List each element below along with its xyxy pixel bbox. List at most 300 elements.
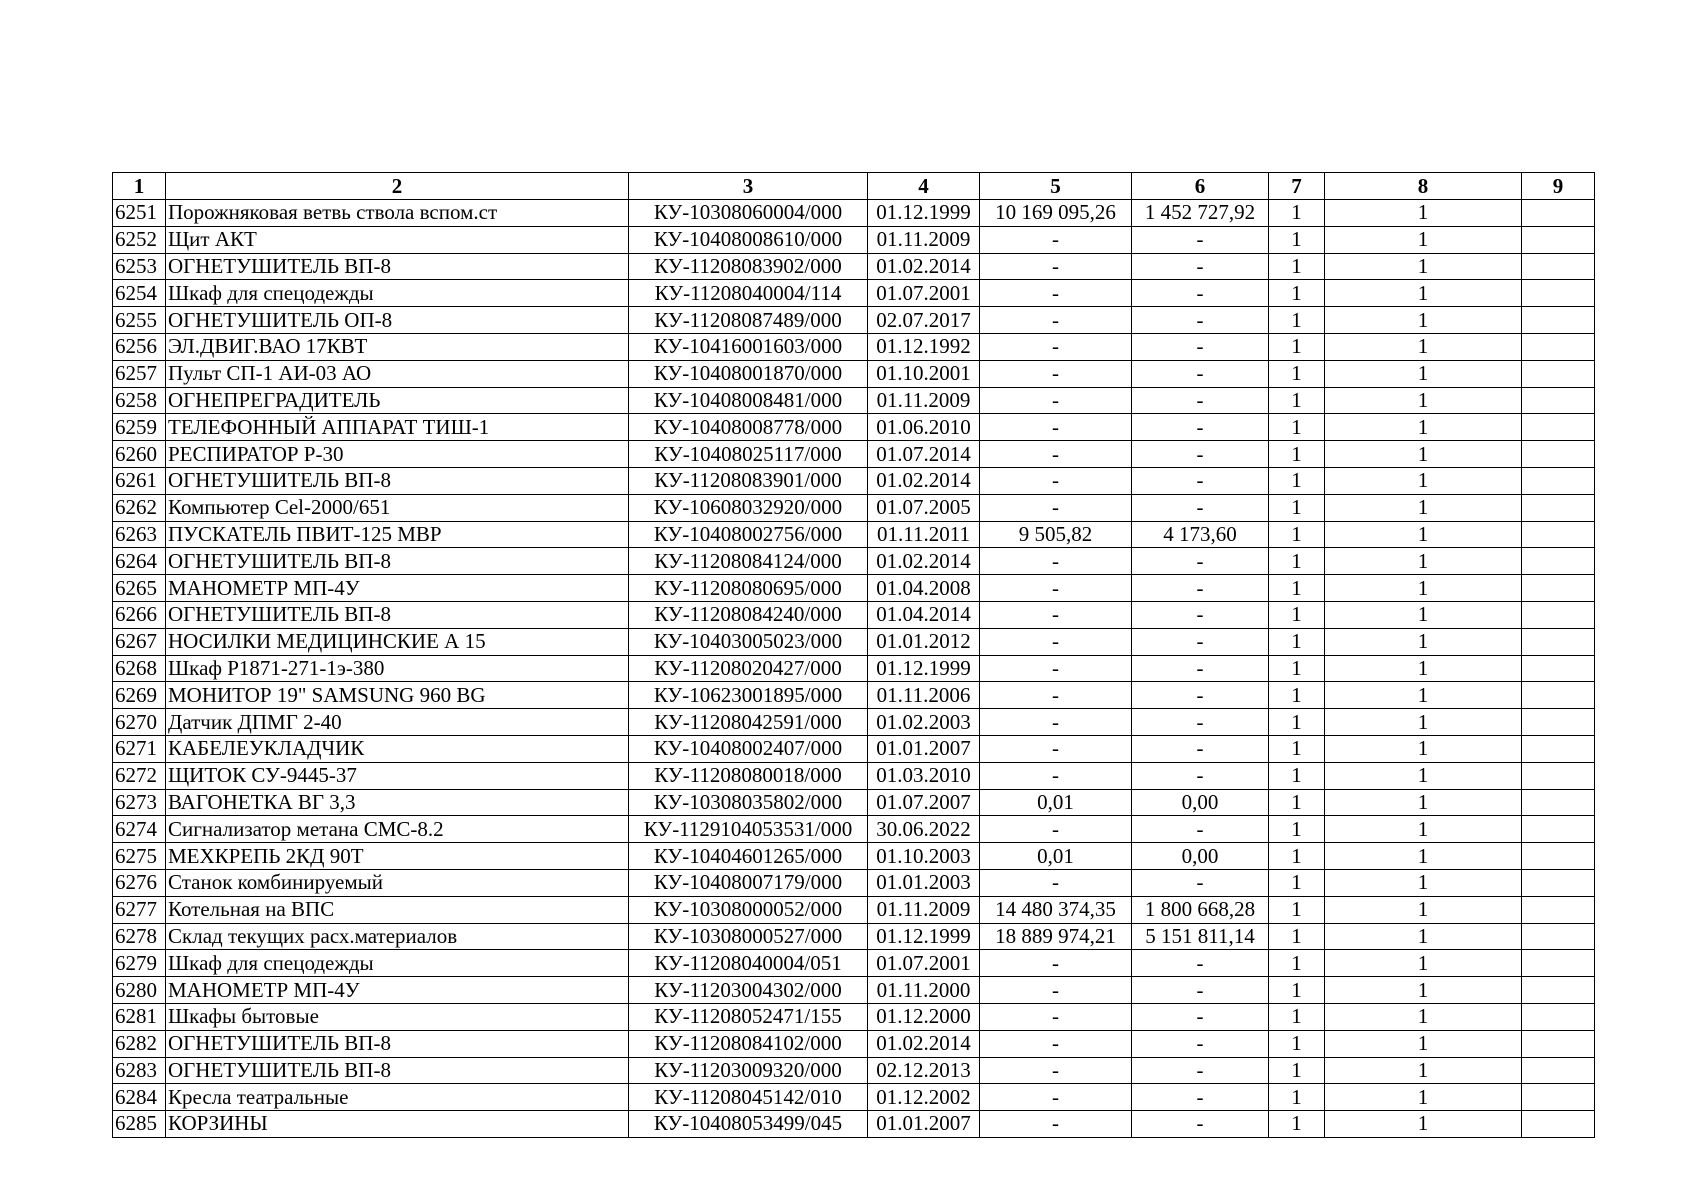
inventory-code-cell: КУ-10403005023/000: [629, 628, 868, 655]
table-row: [113, 360, 1595, 387]
value-col-5-cell: -: [980, 548, 1132, 575]
value-col-8-cell: 1: [1325, 494, 1522, 521]
value-col-7-cell: 1: [1269, 869, 1325, 896]
value-col-5-cell: -: [980, 950, 1132, 977]
table-row: [113, 226, 1595, 253]
date-cell: 01.11.2009: [868, 387, 980, 414]
date-cell: 01.07.2014: [868, 441, 980, 468]
value-col-8-cell: 1: [1325, 816, 1522, 843]
header-col-6: 6: [1132, 173, 1269, 200]
value-col-8-cell: 1: [1325, 360, 1522, 387]
value-col-8-cell: 1: [1325, 1030, 1522, 1057]
value-col-6-cell: -: [1132, 1111, 1269, 1138]
value-col-7-cell: 1: [1269, 548, 1325, 575]
table-row: [113, 977, 1595, 1004]
table-row: [113, 307, 1595, 334]
value-col-7-cell: 1: [1269, 441, 1325, 468]
table-row: [113, 1084, 1595, 1111]
inventory-code-cell: КУ-11208042591/000: [629, 709, 868, 736]
value-col-8-cell: 1: [1325, 977, 1522, 1004]
table-row: [113, 200, 1595, 227]
item-name-cell: ОГНЕТУШИТЕЛЬ ВП-8: [166, 1030, 629, 1057]
row-number-cell: 6274: [113, 816, 166, 843]
inventory-code-cell: КУ-10308060004/000: [629, 200, 868, 227]
value-col-9-cell: [1522, 1057, 1595, 1084]
value-col-6-cell: 5 151 811,14: [1132, 923, 1269, 950]
date-cell: 01.02.2014: [868, 467, 980, 494]
inventory-code-cell: КУ-10404601265/000: [629, 843, 868, 870]
value-col-8-cell: 1: [1325, 1057, 1522, 1084]
item-name-cell: ТЕЛЕФОННЫЙ АППАРАТ ТИШ-1: [166, 414, 629, 441]
value-col-9-cell: [1522, 843, 1595, 870]
value-col-8-cell: 1: [1325, 735, 1522, 762]
table-row: [113, 709, 1595, 736]
date-cell: 01.01.2007: [868, 735, 980, 762]
value-col-7-cell: 1: [1269, 682, 1325, 709]
header-col-2: 2: [166, 173, 629, 200]
inventory-code-cell: КУ-10408053499/045: [629, 1111, 868, 1138]
item-name-cell: Котельная на ВПС: [166, 896, 629, 923]
header-col-5: 5: [980, 173, 1132, 200]
date-cell: 01.12.1992: [868, 333, 980, 360]
value-col-6-cell: 0,00: [1132, 843, 1269, 870]
inventory-code-cell: КУ-11208083901/000: [629, 467, 868, 494]
row-number-cell: 6285: [113, 1111, 166, 1138]
value-col-9-cell: [1522, 896, 1595, 923]
date-cell: 01.12.1999: [868, 923, 980, 950]
row-number-cell: 6276: [113, 869, 166, 896]
value-col-5-cell: -: [980, 280, 1132, 307]
inventory-code-cell: КУ-11208080018/000: [629, 762, 868, 789]
item-name-cell: Сигнализатор метана СМС-8.2: [166, 816, 629, 843]
item-name-cell: ОГНЕТУШИТЕЛЬ ВП-8: [166, 601, 629, 628]
value-col-5-cell: -: [980, 601, 1132, 628]
value-col-7-cell: 1: [1269, 467, 1325, 494]
value-col-9-cell: [1522, 494, 1595, 521]
value-col-5-cell: -: [980, 709, 1132, 736]
table-row: [113, 521, 1595, 548]
value-col-7-cell: 1: [1269, 896, 1325, 923]
header-col-9: 9: [1522, 173, 1595, 200]
table-row: [113, 789, 1595, 816]
inventory-code-cell: КУ-10308035802/000: [629, 789, 868, 816]
value-col-6-cell: -: [1132, 950, 1269, 977]
value-col-8-cell: 1: [1325, 467, 1522, 494]
item-name-cell: Щит АКТ: [166, 226, 629, 253]
inventory-code-cell: КУ-10408002407/000: [629, 735, 868, 762]
table-row: [113, 1057, 1595, 1084]
inventory-code-cell: КУ-10408008610/000: [629, 226, 868, 253]
date-cell: 01.02.2014: [868, 548, 980, 575]
value-col-7-cell: 1: [1269, 977, 1325, 1004]
date-cell: 01.01.2012: [868, 628, 980, 655]
item-name-cell: Шкаф для спецодежды: [166, 950, 629, 977]
value-col-7-cell: 1: [1269, 789, 1325, 816]
value-col-7-cell: 1: [1269, 843, 1325, 870]
row-number-cell: 6261: [113, 467, 166, 494]
value-col-8-cell: 1: [1325, 575, 1522, 602]
row-number-cell: 6272: [113, 762, 166, 789]
row-number-cell: 6259: [113, 414, 166, 441]
value-col-9-cell: [1522, 360, 1595, 387]
item-name-cell: ПУСКАТЕЛЬ ПВИТ-125 МВР: [166, 521, 629, 548]
value-col-7-cell: 1: [1269, 1030, 1325, 1057]
value-col-6-cell: -: [1132, 655, 1269, 682]
value-col-8-cell: 1: [1325, 226, 1522, 253]
inventory-code-cell: КУ-11208084102/000: [629, 1030, 868, 1057]
value-col-9-cell: [1522, 387, 1595, 414]
inventory-code-cell: КУ-11203009320/000: [629, 1057, 868, 1084]
inventory-code-cell: КУ-10308000527/000: [629, 923, 868, 950]
value-col-5-cell: 18 889 974,21: [980, 923, 1132, 950]
item-name-cell: ОГНЕПРЕГРАДИТЕЛЬ: [166, 387, 629, 414]
item-name-cell: НОСИЛКИ МЕДИЦИНСКИЕ А 15: [166, 628, 629, 655]
date-cell: 01.03.2010: [868, 762, 980, 789]
value-col-8-cell: 1: [1325, 414, 1522, 441]
value-col-6-cell: 1 800 668,28: [1132, 896, 1269, 923]
date-cell: 01.12.1999: [868, 655, 980, 682]
value-col-5-cell: -: [980, 869, 1132, 896]
table-row: [113, 253, 1595, 280]
inventory-code-cell: КУ-10416001603/000: [629, 333, 868, 360]
value-col-7-cell: 1: [1269, 494, 1325, 521]
header-col-8: 8: [1325, 173, 1522, 200]
value-col-6-cell: -: [1132, 226, 1269, 253]
inventory-code-cell: КУ-11208084124/000: [629, 548, 868, 575]
value-col-7-cell: 1: [1269, 1111, 1325, 1138]
header-col-1: 1: [113, 173, 166, 200]
date-cell: 01.04.2008: [868, 575, 980, 602]
value-col-6-cell: -: [1132, 307, 1269, 334]
value-col-5-cell: -: [980, 682, 1132, 709]
value-col-7-cell: 1: [1269, 226, 1325, 253]
item-name-cell: Шкаф Р1871-271-1э-380: [166, 655, 629, 682]
value-col-5-cell: -: [980, 1084, 1132, 1111]
value-col-5-cell: -: [980, 1057, 1132, 1084]
item-name-cell: МАНОМЕТР МП-4У: [166, 977, 629, 1004]
value-col-6-cell: -: [1132, 1084, 1269, 1111]
table-row: [113, 735, 1595, 762]
item-name-cell: ОГНЕТУШИТЕЛЬ ВП-8: [166, 1057, 629, 1084]
value-col-5-cell: -: [980, 360, 1132, 387]
date-cell: 01.06.2010: [868, 414, 980, 441]
value-col-6-cell: -: [1132, 467, 1269, 494]
value-col-7-cell: 1: [1269, 333, 1325, 360]
value-col-8-cell: 1: [1325, 789, 1522, 816]
value-col-6-cell: -: [1132, 360, 1269, 387]
value-col-7-cell: 1: [1269, 709, 1325, 736]
date-cell: 01.01.2003: [868, 869, 980, 896]
item-name-cell: МЕХКРЕПЬ 2КД 90Т: [166, 843, 629, 870]
value-col-6-cell: -: [1132, 441, 1269, 468]
table-row: [113, 896, 1595, 923]
inventory-code-cell: КУ-11203004302/000: [629, 977, 868, 1004]
row-number-cell: 6271: [113, 735, 166, 762]
value-col-7-cell: 1: [1269, 280, 1325, 307]
value-col-7-cell: 1: [1269, 1057, 1325, 1084]
item-name-cell: ОГНЕТУШИТЕЛЬ ВП-8: [166, 548, 629, 575]
row-number-cell: 6270: [113, 709, 166, 736]
row-number-cell: 6266: [113, 601, 166, 628]
row-number-cell: 6264: [113, 548, 166, 575]
row-number-cell: 6265: [113, 575, 166, 602]
value-col-9-cell: [1522, 333, 1595, 360]
value-col-5-cell: 10 169 095,26: [980, 200, 1132, 227]
value-col-6-cell: -: [1132, 977, 1269, 1004]
value-col-8-cell: 1: [1325, 896, 1522, 923]
value-col-8-cell: 1: [1325, 628, 1522, 655]
inventory-code-cell: КУ-10408007179/000: [629, 869, 868, 896]
value-col-5-cell: -: [980, 977, 1132, 1004]
value-col-7-cell: 1: [1269, 414, 1325, 441]
row-number-cell: 6251: [113, 200, 166, 227]
table-row: [113, 762, 1595, 789]
value-col-9-cell: [1522, 441, 1595, 468]
value-col-5-cell: -: [980, 655, 1132, 682]
table-row: [113, 280, 1595, 307]
value-col-9-cell: [1522, 1084, 1595, 1111]
table-row: [113, 333, 1595, 360]
table-row: [113, 843, 1595, 870]
date-cell: 01.04.2014: [868, 601, 980, 628]
row-number-cell: 6255: [113, 307, 166, 334]
value-col-7-cell: 1: [1269, 950, 1325, 977]
date-cell: 01.11.2011: [868, 521, 980, 548]
item-name-cell: ОГНЕТУШИТЕЛЬ ВП-8: [166, 253, 629, 280]
table-row: [113, 575, 1595, 602]
item-name-cell: ЩИТОК СУ-9445-37: [166, 762, 629, 789]
value-col-5-cell: -: [980, 735, 1132, 762]
date-cell: 01.07.2007: [868, 789, 980, 816]
date-cell: 01.10.2003: [868, 843, 980, 870]
value-col-8-cell: 1: [1325, 869, 1522, 896]
date-cell: 02.07.2017: [868, 307, 980, 334]
value-col-8-cell: 1: [1325, 200, 1522, 227]
value-col-6-cell: 1 452 727,92: [1132, 200, 1269, 227]
value-col-7-cell: 1: [1269, 816, 1325, 843]
value-col-5-cell: -: [980, 816, 1132, 843]
value-col-6-cell: -: [1132, 601, 1269, 628]
value-col-6-cell: -: [1132, 387, 1269, 414]
date-cell: 01.11.2006: [868, 682, 980, 709]
date-cell: 30.06.2022: [868, 816, 980, 843]
value-col-5-cell: -: [980, 1030, 1132, 1057]
item-name-cell: КОРЗИНЫ: [166, 1111, 629, 1138]
value-col-9-cell: [1522, 735, 1595, 762]
value-col-6-cell: -: [1132, 1030, 1269, 1057]
value-col-5-cell: 9 505,82: [980, 521, 1132, 548]
value-col-9-cell: [1522, 467, 1595, 494]
date-cell: 01.10.2001: [868, 360, 980, 387]
row-number-cell: 6253: [113, 253, 166, 280]
value-col-8-cell: 1: [1325, 655, 1522, 682]
date-cell: 01.11.2009: [868, 896, 980, 923]
date-cell: 01.02.2003: [868, 709, 980, 736]
value-col-8-cell: 1: [1325, 682, 1522, 709]
row-number-cell: 6269: [113, 682, 166, 709]
value-col-8-cell: 1: [1325, 280, 1522, 307]
table-row: [113, 628, 1595, 655]
value-col-5-cell: -: [980, 226, 1132, 253]
value-col-6-cell: -: [1132, 816, 1269, 843]
date-cell: 02.12.2013: [868, 1057, 980, 1084]
table-row: [113, 601, 1595, 628]
value-col-7-cell: 1: [1269, 307, 1325, 334]
value-col-6-cell: -: [1132, 1003, 1269, 1030]
item-name-cell: КАБЕЛЕУКЛАДЧИК: [166, 735, 629, 762]
value-col-9-cell: [1522, 869, 1595, 896]
value-col-6-cell: -: [1132, 280, 1269, 307]
value-col-6-cell: -: [1132, 548, 1269, 575]
value-col-5-cell: -: [980, 467, 1132, 494]
value-col-8-cell: 1: [1325, 1003, 1522, 1030]
row-number-cell: 6267: [113, 628, 166, 655]
header-col-3: 3: [629, 173, 868, 200]
value-col-9-cell: [1522, 575, 1595, 602]
value-col-9-cell: [1522, 709, 1595, 736]
value-col-9-cell: [1522, 923, 1595, 950]
value-col-9-cell: [1522, 977, 1595, 1004]
table-row: [113, 816, 1595, 843]
inventory-table: [112, 172, 1595, 1138]
item-name-cell: Компьютер Cel-2000/651: [166, 494, 629, 521]
value-col-9-cell: [1522, 521, 1595, 548]
value-col-9-cell: [1522, 1111, 1595, 1138]
value-col-7-cell: 1: [1269, 1084, 1325, 1111]
value-col-9-cell: [1522, 789, 1595, 816]
date-cell: 01.12.1999: [868, 200, 980, 227]
inventory-code-cell: КУ-10408002756/000: [629, 521, 868, 548]
date-cell: 01.12.2000: [868, 1003, 980, 1030]
value-col-6-cell: -: [1132, 709, 1269, 736]
value-col-5-cell: -: [980, 387, 1132, 414]
value-col-9-cell: [1522, 601, 1595, 628]
inventory-code-cell: КУ-11208040004/114: [629, 280, 868, 307]
date-cell: 01.11.2000: [868, 977, 980, 1004]
header-col-4: 4: [868, 173, 980, 200]
value-col-8-cell: 1: [1325, 333, 1522, 360]
table-row: [113, 869, 1595, 896]
table-row: [113, 950, 1595, 977]
date-cell: 01.02.2014: [868, 253, 980, 280]
inventory-code-cell: КУ-11208045142/010: [629, 1084, 868, 1111]
value-col-9-cell: [1522, 414, 1595, 441]
value-col-7-cell: 1: [1269, 1003, 1325, 1030]
table-row: [113, 923, 1595, 950]
date-cell: 01.01.2007: [868, 1111, 980, 1138]
value-col-6-cell: -: [1132, 1057, 1269, 1084]
value-col-5-cell: -: [980, 414, 1132, 441]
date-cell: 01.07.2001: [868, 280, 980, 307]
date-cell: 01.02.2014: [868, 1030, 980, 1057]
item-name-cell: ОГНЕТУШИТЕЛЬ ОП-8: [166, 307, 629, 334]
value-col-5-cell: -: [980, 494, 1132, 521]
row-number-cell: 6257: [113, 360, 166, 387]
value-col-9-cell: [1522, 1030, 1595, 1057]
value-col-7-cell: 1: [1269, 762, 1325, 789]
value-col-9-cell: [1522, 548, 1595, 575]
value-col-9-cell: [1522, 762, 1595, 789]
value-col-8-cell: 1: [1325, 253, 1522, 280]
row-number-cell: 6256: [113, 333, 166, 360]
value-col-6-cell: 4 173,60: [1132, 521, 1269, 548]
item-name-cell: Кресла театральные: [166, 1084, 629, 1111]
row-number-cell: 6262: [113, 494, 166, 521]
row-number-cell: 6277: [113, 896, 166, 923]
row-number-cell: 6282: [113, 1030, 166, 1057]
inventory-code-cell: КУ-11208080695/000: [629, 575, 868, 602]
value-col-8-cell: 1: [1325, 762, 1522, 789]
item-name-cell: Датчик ДПМГ 2-40: [166, 709, 629, 736]
value-col-8-cell: 1: [1325, 923, 1522, 950]
row-number-cell: 6283: [113, 1057, 166, 1084]
row-number-cell: 6260: [113, 441, 166, 468]
value-col-5-cell: -: [980, 762, 1132, 789]
inventory-code-cell: КУ-11208020427/000: [629, 655, 868, 682]
value-col-6-cell: -: [1132, 628, 1269, 655]
table-row: [113, 467, 1595, 494]
inventory-code-cell: КУ-10408008481/000: [629, 387, 868, 414]
value-col-8-cell: 1: [1325, 387, 1522, 414]
value-col-6-cell: -: [1132, 735, 1269, 762]
value-col-8-cell: 1: [1325, 521, 1522, 548]
row-number-cell: 6284: [113, 1084, 166, 1111]
row-number-cell: 6275: [113, 843, 166, 870]
value-col-9-cell: [1522, 682, 1595, 709]
row-number-cell: 6280: [113, 977, 166, 1004]
value-col-8-cell: 1: [1325, 709, 1522, 736]
value-col-6-cell: -: [1132, 253, 1269, 280]
item-name-cell: РЕСПИРАТОР Р-30: [166, 441, 629, 468]
row-number-cell: 6279: [113, 950, 166, 977]
inventory-code-cell: КУ-10308000052/000: [629, 896, 868, 923]
value-col-8-cell: 1: [1325, 1084, 1522, 1111]
table-row: [113, 548, 1595, 575]
value-col-5-cell: 14 480 374,35: [980, 896, 1132, 923]
table-row: [113, 682, 1595, 709]
value-col-7-cell: 1: [1269, 200, 1325, 227]
value-col-9-cell: [1522, 655, 1595, 682]
item-name-cell: Пульт СП-1 АИ-03 АО: [166, 360, 629, 387]
value-col-9-cell: [1522, 950, 1595, 977]
value-col-5-cell: 0,01: [980, 843, 1132, 870]
inventory-code-cell: КУ-10608032920/000: [629, 494, 868, 521]
header-row: [113, 173, 1595, 200]
value-col-9-cell: [1522, 628, 1595, 655]
value-col-6-cell: 0,00: [1132, 789, 1269, 816]
inventory-code-cell: КУ-1129104053531/000: [629, 816, 868, 843]
value-col-9-cell: [1522, 280, 1595, 307]
value-col-7-cell: 1: [1269, 575, 1325, 602]
inventory-code-cell: КУ-10623001895/000: [629, 682, 868, 709]
item-name-cell: Порожняковая ветвь ствола вспом.ст: [166, 200, 629, 227]
value-col-6-cell: -: [1132, 414, 1269, 441]
date-cell: 01.12.2002: [868, 1084, 980, 1111]
item-name-cell: Шкаф для спецодежды: [166, 280, 629, 307]
inventory-code-cell: КУ-11208083902/000: [629, 253, 868, 280]
date-cell: 01.07.2005: [868, 494, 980, 521]
value-col-7-cell: 1: [1269, 735, 1325, 762]
value-col-9-cell: [1522, 307, 1595, 334]
header-col-7: 7: [1269, 173, 1325, 200]
inventory-code-cell: КУ-10408025117/000: [629, 441, 868, 468]
row-number-cell: 6258: [113, 387, 166, 414]
row-number-cell: 6273: [113, 789, 166, 816]
item-name-cell: ОГНЕТУШИТЕЛЬ ВП-8: [166, 467, 629, 494]
value-col-5-cell: -: [980, 253, 1132, 280]
row-number-cell: 6263: [113, 521, 166, 548]
value-col-9-cell: [1522, 226, 1595, 253]
